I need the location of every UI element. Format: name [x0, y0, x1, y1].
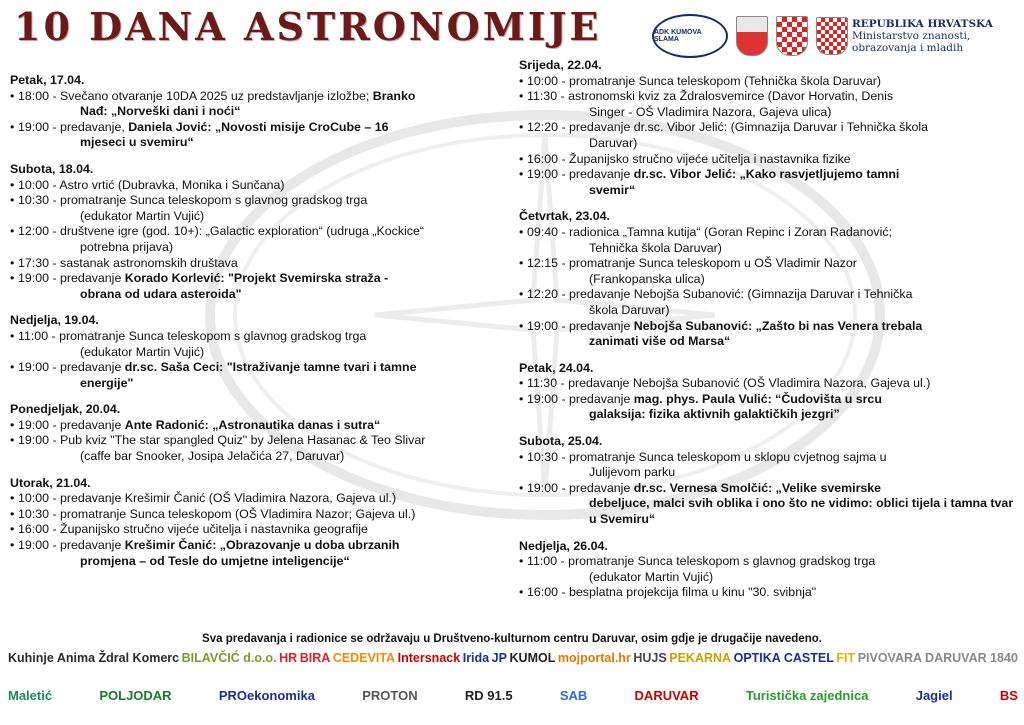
event-item: [10, 507, 510, 523]
event-text: [18, 538, 510, 569]
ministry-line-1: REPUBLIKA HRVATSKA: [852, 18, 993, 30]
event-speaker: Daniela Jović: „Novosti misije CroCube – 16: [128, 119, 389, 134]
event-continuation-title: galaksija: fizika aktivnih galaktičkih jezgri”: [589, 407, 840, 422]
event-continuation: [18, 376, 510, 392]
event-main-text: 19:00 - predavanje: [18, 360, 125, 375]
bullet: •: [10, 193, 15, 208]
event-continuation-text: škola Daruvar): [589, 302, 670, 317]
bullet: •: [519, 167, 524, 182]
club-logo-text: ADK KUMOVA SLAMA: [654, 29, 702, 43]
day-title: Četvrtak, 23.04.: [519, 209, 610, 224]
event-item: [519, 74, 1019, 90]
event-main-text: 19:00 - Pub kviz "The star spangled Quiz" by Jelena Hasanac & Teo Slivar: [18, 433, 426, 448]
day-title: Utorak, 21.04.: [10, 475, 91, 490]
event-speaker: Branko: [372, 88, 416, 103]
event-continuation-title: mjeseci u svemiru“: [80, 135, 194, 150]
event-main-text: 12:00 - društvene igre (god. 10+): „Galactic exploration“ (udruga „Kockice“: [18, 224, 424, 239]
event-continuation: [18, 449, 510, 465]
event-text: [527, 450, 1019, 481]
croatia-coat-of-arms: [816, 17, 848, 55]
bullet: •: [519, 480, 524, 495]
event-item: [519, 167, 1019, 198]
sponsor-logo: POLJODAR: [99, 688, 172, 703]
event-continuation-title: Nađ: „Norveški dani i noći“: [80, 104, 241, 119]
bullet: •: [519, 73, 524, 88]
event-continuation: [527, 496, 1019, 527]
event-text: [527, 225, 1019, 256]
sponsor-logo: Intersnack: [397, 651, 461, 665]
event-speaker: dr.sc. Saša Ceci: "Istraživanje tamne tvari i tamne: [124, 360, 417, 375]
event-main-text: 18:00 - Svečano otvaranje 10DA 2025 uz predstavljanje izložbe;: [18, 88, 373, 103]
sponsor-logo: Turistička zajednica: [745, 688, 869, 703]
event-text: [527, 74, 1019, 90]
event-continuation: [527, 136, 1019, 152]
event-main-text: 12:20 - predavanje Nebojša Subanović: (Gimnazija Daruvar i Tehnička: [527, 287, 913, 302]
event-continuation: [527, 241, 1019, 257]
event-continuation-title: debeljuce, malci svih oblika i ono što ne vidimo: oblici tijela i tamna tvar u Svemiru“: [589, 496, 1014, 527]
event-item: [519, 585, 1019, 601]
event-main-text: 16:00 - Županijsko stručno vijeće učitelja i nastavnika fizike: [527, 151, 851, 166]
event-item: [519, 392, 1019, 423]
event-main-text: 10:00 - Astro vrtić (Dubravka, Monika i Sunčana): [18, 177, 285, 192]
event-text: [18, 433, 510, 464]
event-continuation: [18, 287, 510, 303]
event-continuation-title: svemir“: [589, 182, 636, 197]
event-continuation: [18, 104, 510, 120]
bullet: •: [10, 491, 15, 506]
sponsor-logo: RD 91.5: [464, 688, 513, 703]
event-speaker: Korado Korlević: "Projekt Svemirska straža -: [124, 271, 389, 286]
event-text: [18, 178, 510, 194]
event-item: [10, 120, 510, 151]
bullet: •: [519, 287, 524, 302]
event-continuation: [18, 209, 510, 225]
event-main-text: 19:00 - predavanje: [18, 538, 125, 553]
sponsor-logo: FIT: [836, 651, 856, 665]
event-speaker: Nebojša Subanović: „Zašto bi nas Venera trebala: [633, 318, 923, 333]
event-main-text: 12:15 - promatranje Sunca teleskopom u OŠ Vladimir Nazor: [527, 256, 857, 271]
event-main-text: 10:00 - promatranje Sunca teleskopom (Tehnička škola Daruvar): [527, 73, 881, 88]
event-item: [519, 256, 1019, 287]
schedule-left-column: [10, 73, 510, 580]
sponsors-row-2: [8, 688, 1018, 703]
bullet: •: [519, 376, 524, 391]
sponsor-logo: Maletić: [8, 688, 53, 703]
event-item: [10, 178, 510, 194]
event-continuation: [527, 334, 1019, 350]
ministry-line-3: obrazovanja i mladih: [852, 42, 964, 54]
club-logo: [652, 14, 728, 58]
event-item: [10, 193, 510, 224]
bullet: •: [519, 554, 524, 569]
event-text: [527, 120, 1019, 151]
bullet: •: [10, 177, 15, 192]
day-title: Subota, 18.04.: [10, 161, 94, 176]
event-continuation: [527, 105, 1019, 121]
event-main-text: 10:30 - promatranje Sunca teleskopom u sklopu cvjetnog sajma u: [527, 449, 887, 464]
day-block: [10, 476, 510, 570]
event-text: [527, 256, 1019, 287]
event-text: [18, 522, 510, 538]
venue-note: Sva predavanja i radionice se održavaju u Društveno-kulturnom centru Daruvar, osim gdje je drugačije navedeno.: [202, 633, 822, 645]
bullet: •: [519, 89, 524, 104]
sponsor-logo: KUMOL: [509, 651, 556, 665]
bullet: •: [10, 417, 15, 432]
event-item: [519, 152, 1019, 168]
event-item: [10, 491, 510, 507]
bullet: •: [519, 120, 524, 135]
event-continuation: [18, 240, 510, 256]
day-title: Nedjelja, 19.04.: [10, 313, 99, 328]
day-block: [10, 402, 510, 464]
event-continuation-title: energije": [80, 375, 134, 390]
event-item: [519, 319, 1019, 350]
day-title: Petak, 24.04.: [519, 360, 594, 375]
event-main-text: 17:30 - sastanak astronomskih društava: [18, 255, 238, 270]
event-item: [519, 120, 1019, 151]
event-item: [519, 287, 1019, 318]
bullet: •: [519, 318, 524, 333]
day-block: [519, 434, 1019, 528]
event-main-text: 11:00 - promatranje Sunca teleskopom s glavnog gradskog trga: [527, 554, 876, 569]
event-item: [519, 554, 1019, 585]
day-title: Petak, 17.04.: [10, 73, 85, 87]
event-text: [18, 271, 510, 302]
event-main-text: 19:00 - predavanje: [527, 318, 634, 333]
event-text: [18, 507, 510, 523]
event-continuation: [18, 345, 510, 361]
bullet: •: [10, 224, 15, 239]
event-item: [519, 481, 1019, 528]
sponsor-logo: CEDEVITA: [332, 651, 396, 665]
daruvar-coat-of-arms: [736, 16, 768, 56]
event-item: [519, 225, 1019, 256]
event-item: [10, 360, 510, 391]
event-item: [10, 329, 510, 360]
day-block: [519, 209, 1019, 349]
sponsor-logo: JP: [491, 651, 507, 665]
bullet: •: [10, 433, 15, 448]
event-continuation: [527, 465, 1019, 481]
event-main-text: 09:40 - radionica „Tamna kutija“ (Goran Repinc i Zoran Radanović;: [527, 224, 893, 239]
sponsor-logo: Kuhinje Anima Ždral Komerc: [8, 651, 180, 665]
day-block: [10, 313, 510, 391]
event-continuation-title: obrana od udara asteroida": [80, 286, 242, 301]
event-text: [527, 89, 1019, 120]
event-continuation-text: Julijevom parku: [589, 465, 676, 480]
header-logos: [652, 14, 993, 58]
event-text: [527, 554, 1019, 585]
event-item: [519, 376, 1019, 392]
day-block: [519, 539, 1019, 601]
sponsor-logo: OPTIKA CASTEL: [733, 651, 834, 665]
event-item: [10, 522, 510, 538]
event-speaker: Ante Radonić: „Astronautika danas i sutra“: [124, 417, 381, 432]
event-main-text: 19:00 - predavanje: [527, 480, 634, 495]
event-speaker: mag. phys. Paula Vulić: “Čudovišta u srcu: [633, 391, 882, 406]
day-title: Ponedjeljak, 20.04.: [10, 402, 121, 417]
sponsor-logo: Jagiel: [915, 688, 953, 703]
event-item: [10, 418, 510, 434]
sponsor-logo: PIVOVARA DARUVAR 1840: [857, 651, 1018, 665]
day-title: Subota, 25.04.: [519, 434, 603, 449]
event-main-text: 19:00 - predavanje: [527, 391, 634, 406]
sponsor-logo: HUJS: [633, 651, 667, 665]
sponsor-logo: BS: [999, 688, 1018, 703]
event-speaker: Krešimir Čanić: „Obrazovanje u doba ubrzanih: [124, 538, 400, 553]
day-block: [10, 73, 510, 151]
bullet: •: [519, 151, 524, 166]
sponsor-logo: mojportal.hr: [557, 651, 631, 665]
event-text: [18, 256, 510, 272]
event-text: [527, 585, 1019, 601]
event-main-text: 19:00 - predavanje,: [18, 119, 129, 134]
event-main-text: 19:00 - predavanje: [527, 167, 634, 182]
event-continuation: [527, 407, 1019, 423]
ministry-text: [852, 18, 993, 54]
sponsor-logo: BIRA: [299, 651, 331, 665]
event-continuation-title: zanimati više od Marsa“: [589, 334, 731, 349]
event-speaker: dr.sc. Vernesa Smolčić: „Velike svemirske: [633, 480, 882, 495]
event-main-text: 10:00 - predavanje Krešimir Čanić (OŠ Vladimira Nazora, Gajeva ul.): [18, 491, 397, 506]
event-item: [519, 450, 1019, 481]
bullet: •: [10, 119, 15, 134]
event-continuation-text: Daruvar): [589, 135, 638, 150]
event-main-text: 19:00 - predavanje: [18, 417, 125, 432]
event-text: [527, 319, 1019, 350]
event-speaker: dr.sc. Vibor Jelić: „Kako rasvjetljujemo tamni: [633, 167, 900, 182]
bullet: •: [10, 538, 15, 553]
event-main-text: 10:30 - promatranje Sunca teleskopom s glavnog gradskog trga: [18, 193, 368, 208]
event-main-text: 11:00 - promatranje Sunca teleskopom s glavnog gradskog trga: [18, 328, 367, 343]
bullet: •: [519, 224, 524, 239]
event-continuation: [18, 554, 510, 570]
day-title: Srijeda, 22.04.: [519, 58, 602, 72]
sponsor-logo: SAB: [559, 688, 588, 703]
bullet: •: [519, 449, 524, 464]
event-text: [18, 193, 510, 224]
event-continuation: [527, 272, 1019, 288]
event-item: [10, 271, 510, 302]
day-block: [10, 162, 510, 302]
sponsor-logo: PEKARNA: [669, 651, 732, 665]
event-text: [18, 360, 510, 391]
bullet: •: [10, 506, 15, 521]
event-item: [10, 256, 510, 272]
event-continuation-title: promjena – od Tesle do umjetne inteligencije“: [80, 553, 350, 568]
event-continuation: [527, 570, 1019, 586]
event-continuation-text: (caffe bar Snooker, Josipa Jelačića 27, Daruvar): [80, 449, 345, 464]
day-block: [519, 361, 1019, 423]
event-continuation-text: Singer - OŠ Vladimira Nazora, Gajeva ulica): [589, 104, 832, 119]
event-continuation-text: (edukator Martin Vujić): [80, 344, 205, 359]
event-text: [18, 491, 510, 507]
event-text: [18, 418, 510, 434]
event-item: [10, 433, 510, 464]
day-title: Nedjelja, 26.04.: [519, 538, 608, 553]
event-text: [527, 287, 1019, 318]
event-continuation-text: (edukator Martin Vujić): [80, 208, 205, 223]
event-continuation-text: potrebna prijava): [80, 239, 173, 254]
event-main-text: 11:30 - predavanje Nebojša Subanović (OŠ Vladimira Nazora, Gajeva ul.): [527, 376, 931, 391]
sponsor-logo: PROekonomika: [218, 688, 315, 703]
bullet: •: [519, 256, 524, 271]
page-title: 10 DANA ASTRONOMIJE: [14, 4, 602, 49]
event-text: [18, 120, 510, 151]
bullet: •: [10, 255, 15, 270]
event-continuation-text: Tehnička škola Daruvar): [589, 240, 722, 255]
event-continuation: [527, 303, 1019, 319]
schedule-right-column: [519, 58, 1019, 612]
event-main-text: 16:00 - Županijsko stručno vijeće učitelja i nastavnika geografije: [18, 522, 368, 537]
event-text: [527, 152, 1019, 168]
ministry-logo: [816, 17, 993, 55]
event-text: [527, 167, 1019, 198]
sponsors-row-1: [8, 651, 1018, 665]
event-main-text: 11:30 - astronomski kviz za Ždralosvemirce (Davor Horvatin, Denis: [527, 89, 894, 104]
event-text: [18, 89, 510, 120]
event-continuation-text: (edukator Martin Vujić): [589, 569, 714, 584]
event-item: [10, 538, 510, 569]
event-main-text: 19:00 - predavanje: [18, 271, 125, 286]
sponsor-logo: HR: [279, 651, 298, 665]
event-text: [18, 224, 510, 255]
event-main-text: 10:30 - promatranje Sunca teleskopom (OŠ Vladimira Nazor; Gajeva ul.): [18, 506, 416, 521]
event-main-text: 16:00 - besplatna projekcija filma u kinu "30. svibnja": [527, 585, 817, 600]
event-item: [10, 89, 510, 120]
event-item: [519, 89, 1019, 120]
event-text: [527, 376, 1019, 392]
bullet: •: [10, 88, 15, 103]
event-continuation: [18, 135, 510, 151]
sponsor-logo: BILAVČIĆ d.o.o.: [181, 651, 277, 665]
sponsor-logo: PROTON: [362, 688, 418, 703]
event-text: [18, 329, 510, 360]
event-main-text: 12:20 - predavanje dr.sc. Vibor Jelić: (Gimnazija Daruvar i Tehnička škola: [527, 120, 929, 135]
event-text: [527, 392, 1019, 423]
bullet: •: [10, 328, 15, 343]
event-continuation: [527, 183, 1019, 199]
bullet: •: [519, 391, 524, 406]
sponsor-logo: Irida: [462, 651, 490, 665]
event-continuation-text: (Frankopanska ulica): [589, 271, 705, 286]
ministry-line-2: Ministarstvo znanosti,: [852, 30, 971, 42]
county-coat-of-arms: [776, 16, 808, 56]
event-item: [10, 224, 510, 255]
day-block: [519, 58, 1019, 198]
bullet: •: [519, 585, 524, 600]
bullet: •: [10, 360, 15, 375]
bullet: •: [10, 271, 15, 286]
sponsor-logo: DARUVAR: [634, 688, 699, 703]
event-text: [527, 481, 1019, 528]
bullet: •: [10, 522, 15, 537]
